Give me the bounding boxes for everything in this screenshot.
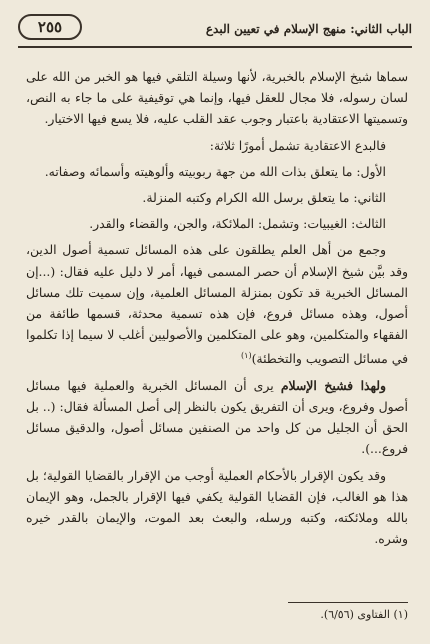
list-item-first: الأول: ما يتعلق بذات الله من جهة ربوبيته وألوهيته وأسمائه وصفاته. (44, 163, 386, 179)
paragraph-4 (26, 375, 408, 460)
chapter-title: الباب الثاني: منهج الإسلام في تعيين البدع (205, 22, 412, 36)
footnote-ref-1[interactable]: (١) (241, 351, 252, 361)
footnote-1: (١) الفتاوى (٦/٥٦). (320, 608, 408, 621)
page-number: ٢٥٥ (18, 14, 82, 40)
list-item-second: الثاني: ما يتعلق برسل الله الكرام وكتبه المنزلة. (142, 190, 386, 206)
paragraph-4-text: يرى أن المسائل الخبرية والعملية فيها مسائل أصول وفروع، ويرى أن التفريق يكون بالنظر إلى أصل المسألة فقال: (.. بل الحق أن الجليل من كل واحد من الصنفين مسائل أصول، والدقيق مسائل فروع...). (26, 377, 408, 457)
body-text (26, 66, 408, 554)
paragraph-4-lead: ولهذا فشيخ الإسلام (280, 377, 386, 393)
footnote-divider (288, 602, 408, 603)
paragraph-3-text: وجمع من أهل العلم يطلقون على هذه المسائل تسمية أصول الدين، وقد بيَّن شيخ الإسلام أن حصر المسمى فيها، أمر لا دليل عليه فقال: (...إن المسائل الخبرية قد تكون بمنزلة المسائل العلمية، وإن سميت تلك مسائل أصول، وهذه مسائل فروع، فإن هذه تسمية محدثة، قسمها طائفة من الفقهاء والمتكلمين، وهو على المتكلمين والأصوليين أغلب لا سيما إذا تكلموا في مسائل التصويب والتخطئة) (26, 242, 408, 367)
paragraph-1: سماها شيخ الإسلام بالخبرية، لأنها وسيلة التلقي فيها هو الخبر من الله على لسان رسوله، فلا مجال للعقل فيها، وإنما هي توقيفية على ما جاء به النص، وتسميتها الاعتقادية باعتبار وجوب عقد القلب عليه، فلا يسع فيها الاختيار. (26, 69, 408, 127)
paragraph-3 (26, 239, 408, 369)
header-divider (18, 46, 412, 48)
paragraph-5: وقد يكون الإقرار بالأحكام العملية أوجب من الإقرار بالقضايا القولية؛ بل هذا هو الغالب، فإن القضايا القولية يكفي فيها الإقرار بالجمل، وهو الإيمان بالله وملائكته، وكتبه ورسله، والبعث بعد الموت، والإيمان بالقدر خيره وشره. (26, 467, 408, 547)
paragraph-2: فالبدع الاعتقادية تشمل أمورًا ثلاثة: (209, 137, 386, 153)
list-item-third: الثالث: الغيبيات: وتشمل: الملائكة، والجن، والقضاء والقدر. (89, 216, 386, 232)
page-header (18, 14, 412, 44)
